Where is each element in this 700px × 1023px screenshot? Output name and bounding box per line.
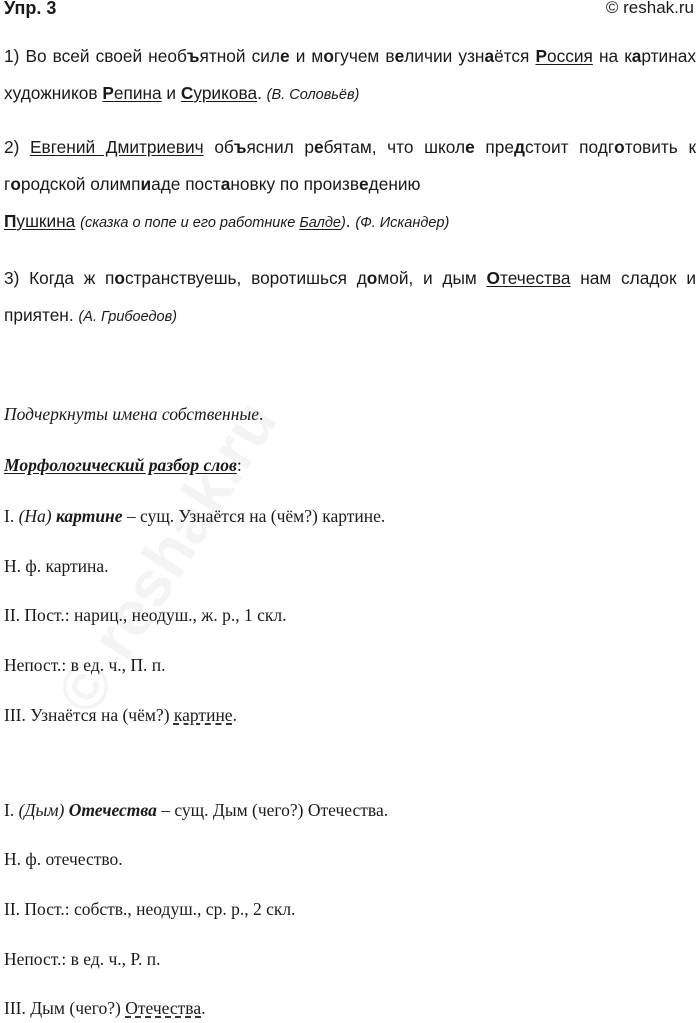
analysis-1-line-3: II. Пост.: нариц., неодуш., ж. р., 1 скл. xyxy=(4,605,287,625)
author: (В. Соловьёв) xyxy=(266,87,360,103)
sentence-3: 3) Когда ж постранствуешь, воротишься домой, и дым Отечества нам сладок и приятен. (А. Грибоедов) xyxy=(4,268,696,325)
analysis-2-line-3: II. Пост.: собств., неодуш., ср. р., 2 скл. xyxy=(4,899,296,919)
proper-name-otechestva: Отечества xyxy=(486,268,571,288)
header xyxy=(0,0,700,22)
author: (Ф. Искандер) xyxy=(355,215,450,231)
proper-name-repina: Репина xyxy=(102,83,162,103)
analysis-2-line-2: Н. ф. отечество. xyxy=(4,849,123,869)
analysis-1-line-2: Н. ф. картина. xyxy=(4,556,109,576)
sentence-1: 1) Во всей своей необъятной силе и могучем величии узнаётся Россия на картинах художников Репина и Сурикова. (В. Соловьёв) xyxy=(4,46,696,103)
analysis-2-line-5: III. Дым (чего?) Отечества. xyxy=(4,998,206,1018)
analysis-1-line-4: Непост.: в ед. ч., П. п. xyxy=(4,655,166,675)
proper-name-balde: Балде xyxy=(299,215,341,231)
underline-note: Подчеркнуты имена собственные. xyxy=(4,404,264,424)
proper-name-evgeniy: Евгений Дмитриевич xyxy=(30,137,204,157)
analysis-1-line-1: I. (На) картине – сущ. Узнаётся на (чём?) картине. xyxy=(4,506,386,526)
copyright: © reshak.ru xyxy=(605,0,694,17)
exercise-title: Упр. 3 xyxy=(4,0,57,18)
proper-name-pushkina: Пушкина xyxy=(4,211,76,231)
note: (сказка о попе и его работнике Балде) xyxy=(80,215,346,231)
proper-name-surikova: Сурикова xyxy=(180,83,258,103)
author: (А. Грибоедов) xyxy=(78,309,178,325)
morph-heading: Морфологический разбор слов: xyxy=(4,455,242,475)
analysis-2-line-1: I. (Дым) Отечества – сущ. Дым (чего?) Отечества. xyxy=(4,800,389,820)
sentence-2: 2) Евгений Дмитриевич объяснил ребятам, что школе предстоит подготовить к городской олимпиаде постановку по произведению Пушкина (сказка о попе и его работнике Балде). (Ф. Искандер) xyxy=(4,137,697,231)
proper-name-rossiya: Россия xyxy=(535,46,593,66)
analysis-1-line-5: III. Узнаётся на (чём?) картине. xyxy=(4,705,237,725)
analysis-2-line-4: Непост.: в ед. ч., Р. п. xyxy=(4,949,161,969)
